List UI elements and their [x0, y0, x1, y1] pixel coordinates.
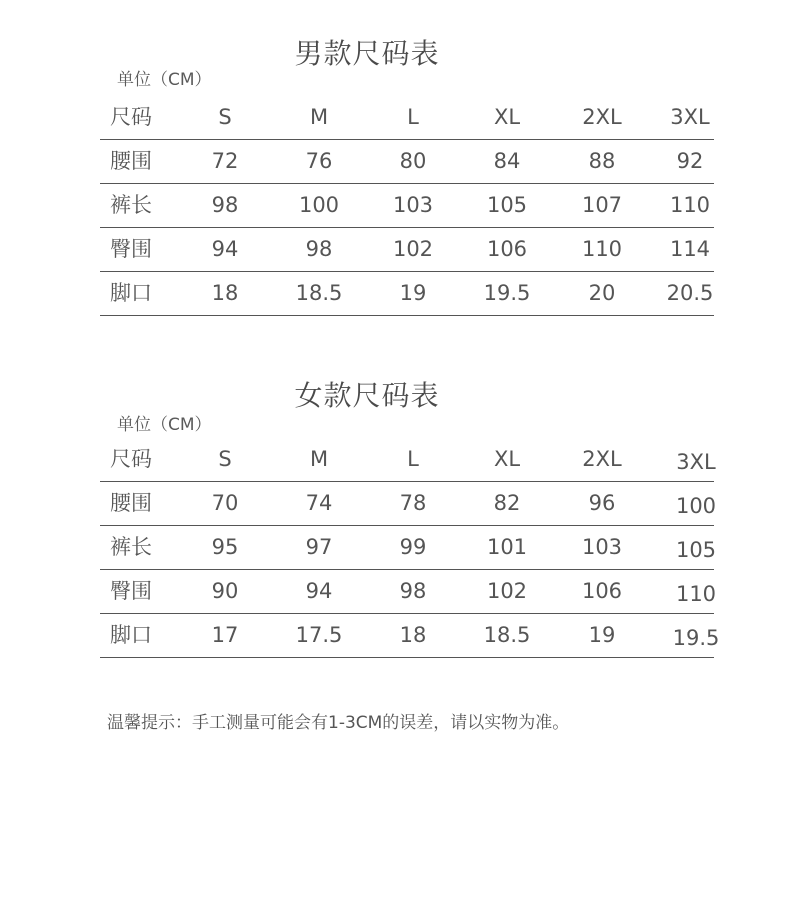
women-cell: 110 [675, 582, 717, 606]
men-size-table-title: 男款尺码表 [294, 37, 440, 70]
women-size-table [100, 438, 720, 658]
men-cell: 98 [305, 237, 333, 261]
men-row-label: 臀围 [110, 237, 152, 261]
men-cell: 72 [211, 149, 239, 173]
women-cell: 99 [399, 535, 427, 559]
women-cell: 19.5 [672, 626, 720, 650]
men-row-label: 脚口 [110, 281, 152, 305]
men-cell: 19 [399, 281, 427, 305]
women-cell: 17 [211, 623, 239, 647]
men-cell: 20 [588, 281, 616, 305]
men-size-table [100, 96, 714, 316]
men-row-label: 腰围 [110, 149, 152, 173]
women-cell: 105 [675, 538, 717, 562]
men-cell: 100 [298, 193, 340, 217]
women-unit-label: 单位（CM） [117, 415, 212, 435]
men-cell: 94 [211, 237, 239, 261]
men-cell: 18 [211, 281, 239, 305]
men-cell: 98 [211, 193, 239, 217]
women-header-size: L [407, 447, 419, 471]
women-cell: 102 [486, 579, 528, 603]
women-cell: 103 [581, 535, 623, 559]
men-header-size: 2XL [582, 105, 622, 129]
men-header-size: XL [493, 105, 521, 129]
men-cell: 114 [669, 237, 711, 261]
men-row-hip [100, 228, 714, 272]
men-cell: 76 [305, 149, 333, 173]
women-row-hem [100, 614, 720, 658]
men-cell: 105 [486, 193, 528, 217]
women-cell: 70 [211, 491, 239, 515]
women-cell: 18.5 [483, 623, 531, 647]
women-cell: 106 [581, 579, 623, 603]
women-cell: 19 [588, 623, 616, 647]
men-cell: 110 [669, 193, 711, 217]
men-cell: 103 [392, 193, 434, 217]
men-cell: 18.5 [295, 281, 343, 305]
women-row-label: 臀围 [110, 579, 152, 603]
men-cell: 84 [493, 149, 521, 173]
women-header-size: 3XL [676, 450, 716, 474]
women-header-size: 2XL [582, 447, 622, 471]
men-cell: 92 [676, 149, 704, 173]
women-cell: 101 [486, 535, 528, 559]
men-cell: 106 [486, 237, 528, 261]
women-cell: 96 [588, 491, 616, 515]
men-row-hem [100, 272, 714, 316]
women-size-table-title: 女款尺码表 [294, 379, 440, 412]
women-row-hip [100, 570, 717, 614]
men-cell: 80 [399, 149, 427, 173]
women-header-size: S [218, 447, 232, 471]
women-row-label: 裤长 [110, 535, 152, 559]
men-row-label: 裤长 [110, 193, 152, 217]
women-cell: 97 [305, 535, 333, 559]
men-header-size: 3XL [670, 105, 710, 129]
women-header-label: 尺码 [110, 447, 152, 471]
men-row-waist [100, 140, 714, 184]
men-cell: 20.5 [666, 281, 714, 305]
men-cell: 19.5 [483, 281, 531, 305]
women-header-size: XL [493, 447, 521, 471]
measurement-note: 温馨提示：手工测量可能会有1-3CM的误差，请以实物为准。 [107, 713, 570, 733]
women-row-label: 腰围 [110, 491, 152, 515]
women-header-size: M [309, 447, 329, 471]
men-header-row [100, 96, 714, 140]
men-cell: 88 [588, 149, 616, 173]
men-unit-label: 单位（CM） [117, 70, 212, 90]
men-header-label: 尺码 [110, 105, 152, 129]
women-cell: 90 [211, 579, 239, 603]
women-cell: 94 [305, 579, 333, 603]
men-row-length [100, 184, 714, 228]
women-cell: 98 [399, 579, 427, 603]
women-cell: 78 [399, 491, 427, 515]
women-row-label: 脚口 [110, 623, 152, 647]
women-cell: 95 [211, 535, 239, 559]
men-cell: 107 [581, 193, 623, 217]
men-header-size: L [407, 105, 419, 129]
women-header-row [100, 438, 714, 482]
women-cell: 74 [305, 491, 333, 515]
women-row-length [100, 526, 717, 570]
women-cell: 82 [493, 491, 521, 515]
men-cell: 110 [581, 237, 623, 261]
men-header-size: M [309, 105, 329, 129]
men-cell: 102 [392, 237, 434, 261]
women-row-waist [100, 482, 717, 526]
men-header-size: S [218, 105, 232, 129]
women-cell: 100 [675, 494, 717, 518]
women-cell: 17.5 [295, 623, 343, 647]
women-cell: 18 [399, 623, 427, 647]
